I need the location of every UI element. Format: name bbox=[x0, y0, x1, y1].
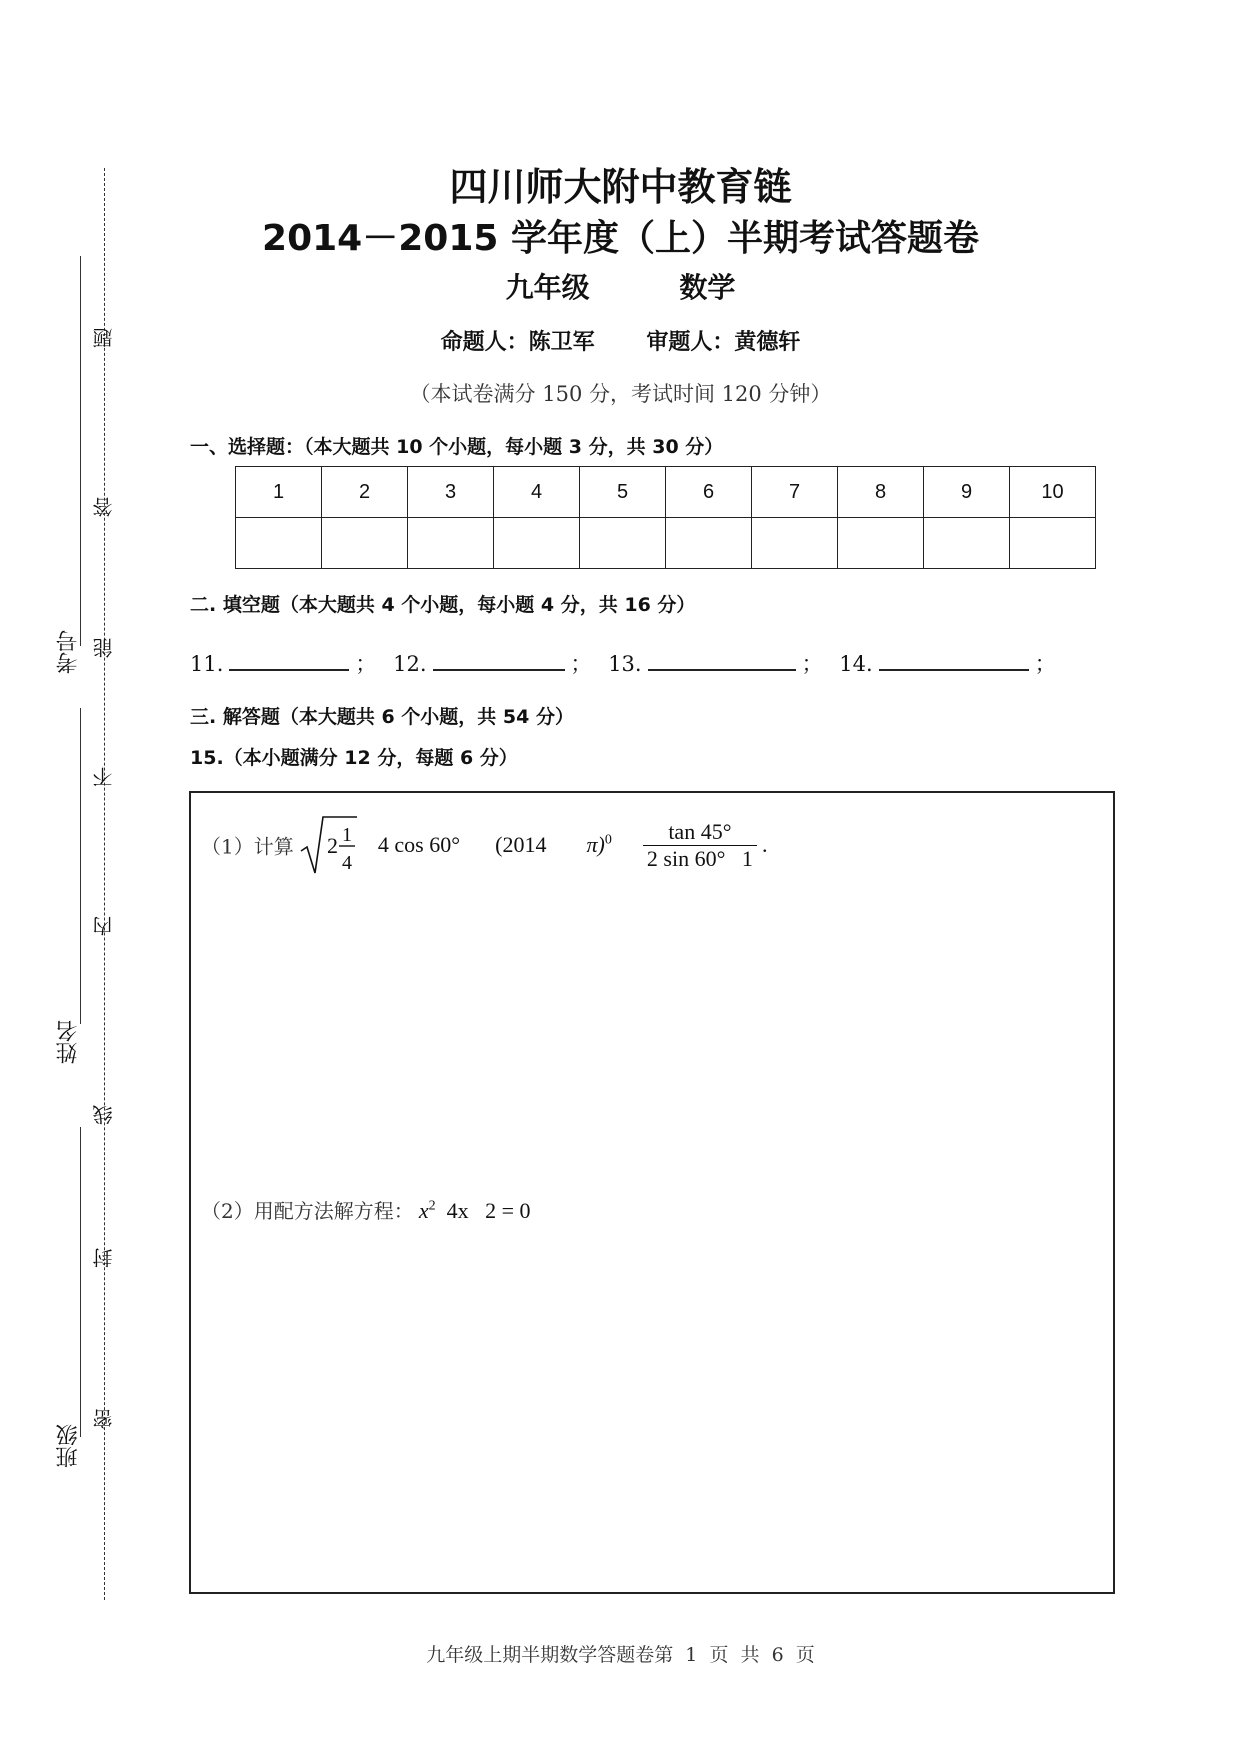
choice-number: 2 bbox=[322, 467, 408, 518]
fill-number: 13. bbox=[608, 652, 642, 676]
power-base-a: (2014 bbox=[495, 832, 547, 857]
choice-answer-cell[interactable] bbox=[1010, 518, 1096, 569]
power-base-b: π) bbox=[586, 832, 605, 857]
choice-answer-cell[interactable] bbox=[580, 518, 666, 569]
fill-number: 11. bbox=[190, 652, 224, 676]
choice-answer-cell[interactable] bbox=[924, 518, 1010, 569]
q15-part2-label: （2）用配方法解方程： bbox=[201, 1199, 414, 1223]
separator: ； bbox=[355, 652, 377, 676]
fraction-denominator: 2 sin 60° 1 bbox=[646, 845, 753, 871]
author-row bbox=[0, 325, 1241, 356]
period: . bbox=[762, 832, 768, 857]
seal-char-ti: 题 bbox=[92, 328, 116, 348]
choice-number: 8 bbox=[838, 467, 924, 518]
school-title: 四川师大附中教育链 bbox=[449, 165, 792, 209]
separator: ； bbox=[801, 652, 823, 676]
section2-heading: 二. 填空题（本大题共 4 个小题，每小题 4 分，共 16 分） bbox=[190, 594, 696, 616]
choice-answer-cell[interactable] bbox=[236, 518, 322, 569]
fill-number: 14. bbox=[839, 652, 873, 676]
choice-answer-table bbox=[235, 466, 1096, 569]
power-exponent: 0 bbox=[604, 832, 612, 848]
sqrt-expression bbox=[299, 813, 359, 877]
separator: ； bbox=[1034, 652, 1056, 676]
choice-answer-cell[interactable] bbox=[752, 518, 838, 569]
sqrt-icon bbox=[299, 813, 359, 877]
fill-blank-11[interactable] bbox=[229, 649, 349, 671]
fill-blank-13[interactable] bbox=[648, 649, 796, 671]
tan-sin-fraction bbox=[643, 819, 757, 872]
sqrt-den: 4 bbox=[341, 852, 352, 874]
fill-blank-12[interactable] bbox=[433, 649, 565, 671]
choice-answer-cell[interactable] bbox=[322, 518, 408, 569]
grade-subject-row bbox=[0, 266, 1241, 306]
eq-exponent: 2 bbox=[428, 1198, 436, 1214]
choice-number: 10 bbox=[1010, 467, 1096, 518]
q15-part1-label: （1）计算 bbox=[201, 834, 294, 859]
seal-char-mi: 密 bbox=[92, 1409, 116, 1429]
choice-number: 7 bbox=[752, 467, 838, 518]
exam-number-underline bbox=[80, 256, 81, 646]
fill-item-11 bbox=[190, 648, 376, 678]
seal-char-bu: 不 bbox=[92, 767, 116, 787]
fill-blank-14[interactable] bbox=[879, 649, 1029, 671]
class-label: 班级 bbox=[56, 1424, 81, 1468]
fill-item-14 bbox=[839, 648, 1055, 678]
choice-number-row bbox=[236, 467, 1096, 518]
name-underline bbox=[80, 708, 81, 1024]
author-label: 命题人：陈卫军 bbox=[440, 330, 595, 355]
grade-label: 九年级 bbox=[505, 271, 590, 304]
page-footer: 九年级上期半期数学答题卷第 1 页 共 6 页 bbox=[426, 1644, 815, 1666]
section3-heading: 三. 解答题（本大题共 6 个小题，共 54 分） bbox=[190, 706, 574, 728]
name-label: 姓名 bbox=[56, 1020, 81, 1064]
seal-char-neng: 能 bbox=[92, 638, 116, 658]
exam-note: （本试卷满分 150 分，考试时间 120 分钟） bbox=[409, 382, 832, 406]
exam-number-label: 考号 bbox=[56, 630, 81, 674]
choice-number: 3 bbox=[408, 467, 494, 518]
choice-number: 4 bbox=[494, 467, 580, 518]
power-term bbox=[495, 832, 612, 857]
fill-number: 12. bbox=[393, 652, 427, 676]
choice-answer-cell[interactable] bbox=[666, 518, 752, 569]
seal-char-feng: 封 bbox=[92, 1248, 116, 1268]
q15-part1 bbox=[201, 813, 768, 877]
fraction-numerator: tan 45° bbox=[643, 819, 757, 846]
sqrt-whole: 2 bbox=[326, 833, 338, 858]
choice-number: 5 bbox=[580, 467, 666, 518]
fill-item-13 bbox=[608, 648, 822, 678]
cos-term: 4 cos 60° bbox=[377, 832, 461, 857]
class-underline bbox=[80, 1127, 81, 1437]
choice-number: 9 bbox=[924, 467, 1010, 518]
subject-label: 数学 bbox=[679, 271, 736, 304]
choice-number: 1 bbox=[236, 467, 322, 518]
choice-answer-cell[interactable] bbox=[838, 518, 924, 569]
fill-blank-row bbox=[190, 648, 1056, 678]
choice-answer-cell[interactable] bbox=[494, 518, 580, 569]
q15-part2 bbox=[201, 1195, 531, 1224]
fill-item-12 bbox=[393, 648, 591, 678]
exam-title: 2014－2015 学年度（上）半期考试答题卷 bbox=[262, 218, 979, 259]
separator: ； bbox=[570, 652, 592, 676]
choice-number: 6 bbox=[666, 467, 752, 518]
seal-char-xian: 线 bbox=[92, 1105, 116, 1125]
seal-char-da: 答 bbox=[92, 497, 116, 517]
reviewer-label: 审题人：黄德轩 bbox=[646, 330, 801, 355]
section1-heading: 一、选择题：（本大题共 10 个小题，每小题 3 分，共 30 分） bbox=[190, 436, 724, 458]
eq-rest: 4x 2 = 0 bbox=[435, 1198, 531, 1223]
eq-x: x bbox=[418, 1198, 429, 1223]
choice-answer-row bbox=[236, 518, 1096, 569]
question15-answer-box[interactable] bbox=[189, 791, 1115, 1594]
choice-answer-cell[interactable] bbox=[408, 518, 494, 569]
sqrt-num: 1 bbox=[341, 824, 352, 846]
question15-heading: 15.（本小题满分 12 分，每题 6 分） bbox=[190, 747, 518, 769]
quadratic-equation bbox=[419, 1198, 531, 1223]
seal-char-nei: 内 bbox=[92, 916, 116, 936]
